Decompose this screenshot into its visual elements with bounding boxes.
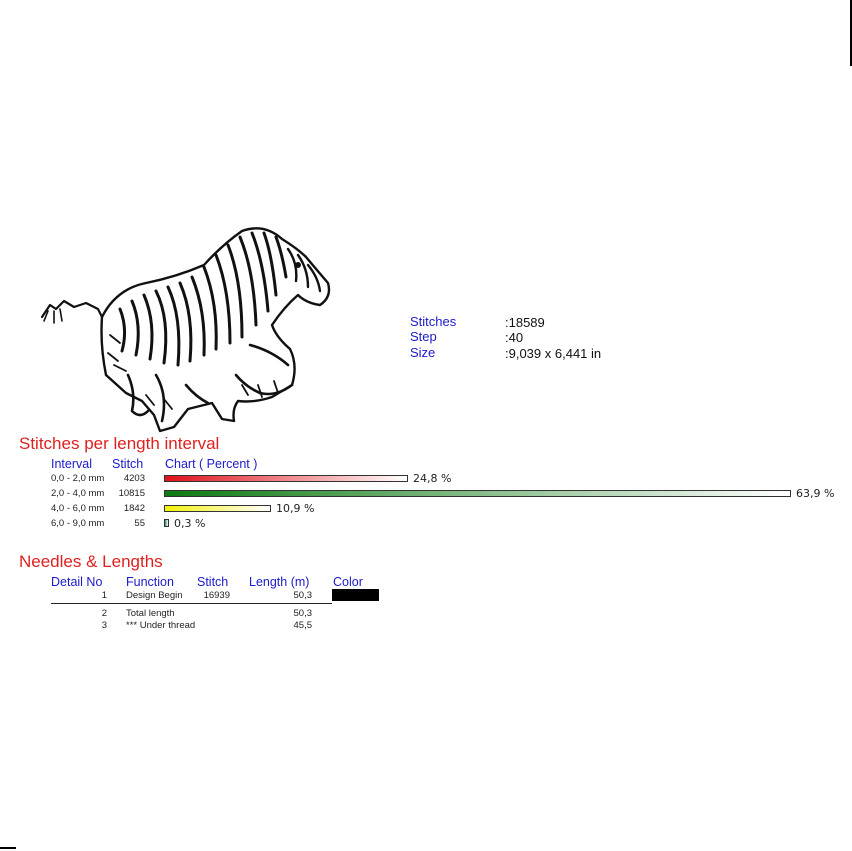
percent-label: 0,3 % [174,517,206,530]
percent-label: 10,9 % [276,502,315,515]
function-cell: Design Begin [126,590,183,601]
length-cell: 50,3 [293,590,312,601]
function-column-header: Function [126,575,174,589]
percent-label: 63,9 % [796,487,835,500]
length-cell: 50,3 [293,608,312,619]
interval-cell: 6,0 - 9,0 mm [51,518,105,529]
intervals-section-title: Stitches per length interval [19,434,220,453]
table-divider [51,603,332,604]
step-value: :40 [505,330,524,345]
interval-bar [164,505,271,512]
percent-label: 24,8 % [413,472,452,485]
detail-column-header: Detail No [51,575,103,589]
stitch-cell: 16939 [203,590,230,601]
interval-cell: 2,0 - 4,0 mm [51,488,105,499]
interval-bar [164,475,408,482]
interval-bar [164,519,169,527]
length-column-header: Length (m) [249,575,310,589]
detail-cell: 1 [101,590,107,601]
stitch-column-header: Stitch [197,575,229,589]
stitches-label: Stitches [410,314,457,329]
size-label: Size [410,345,436,360]
size-value: :9,039 x 6,441 in [505,346,602,361]
zebra-design-image [36,225,336,437]
corner-mark [0,847,16,849]
stitches-value: :18589 [505,315,545,330]
stitch-cell: 55 [134,518,145,529]
function-cell: *** Under thread [126,620,196,631]
step-label: Step [410,329,437,344]
stitch-cell: 4203 [123,473,145,484]
interval-bar [164,490,791,497]
stitch-column-header: Stitch [112,457,144,471]
interval-cell: 4,0 - 6,0 mm [51,503,105,514]
stitch-cell: 10815 [118,488,145,499]
needles-section-title: Needles & Lengths [19,552,163,571]
color-swatch [332,589,379,601]
function-cell: Total length [126,608,175,619]
detail-cell: 2 [101,608,107,619]
length-cell: 45,5 [293,620,312,631]
color-column-header: Color [333,575,363,589]
chart-column-header: Chart ( Percent ) [165,457,258,471]
interval-cell: 0,0 - 2,0 mm [51,473,105,484]
interval-column-header: Interval [51,457,92,471]
detail-cell: 3 [101,620,107,631]
stitch-cell: 1842 [123,503,145,514]
